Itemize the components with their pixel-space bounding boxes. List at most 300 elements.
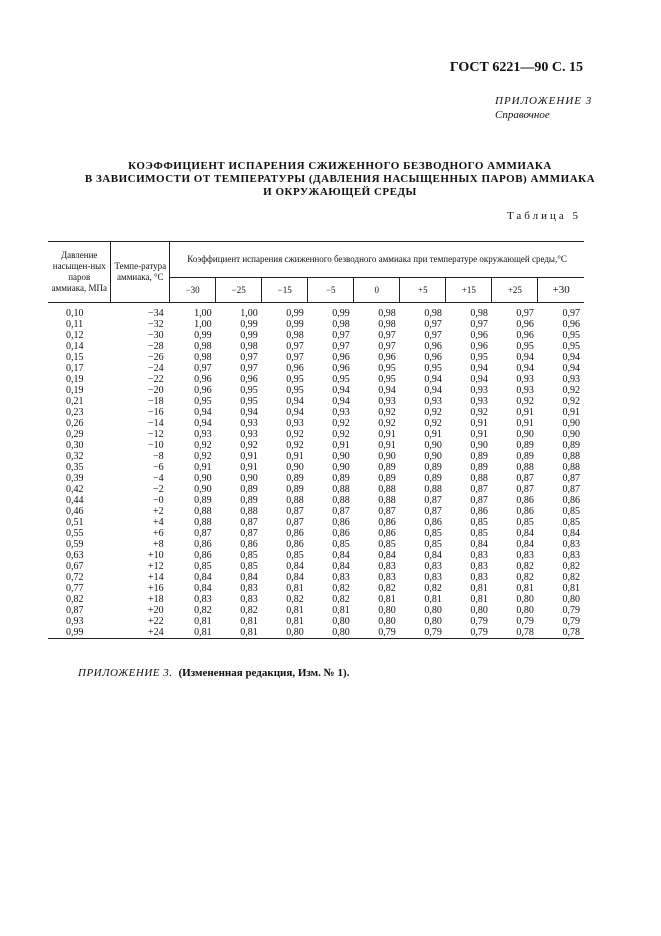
cell-coefficient: 0,91 xyxy=(332,440,350,451)
cell-coefficient: 0,96 xyxy=(240,374,258,385)
cell-coefficient: 0,91 xyxy=(516,418,534,429)
cell-coefficient: 0,96 xyxy=(516,319,534,330)
cell-ammonia-temperature: +14 xyxy=(147,572,164,583)
cell-coefficient: 0,87 xyxy=(516,473,534,484)
cell-coefficient: 0,81 xyxy=(424,594,442,605)
cell-coefficient: 0,87 xyxy=(424,495,442,506)
cell-coefficient: 0,91 xyxy=(378,440,396,451)
cell-coefficient: 0,86 xyxy=(240,539,258,550)
cell-coefficient: 0,92 xyxy=(378,418,396,429)
cell-coefficient: 0,94 xyxy=(332,396,350,407)
cell-coefficient: 0,84 xyxy=(332,561,350,572)
cell-coefficient: 0,90 xyxy=(194,473,212,484)
cell-coefficient: 0,90 xyxy=(424,451,442,462)
cell-coefficient: 0,97 xyxy=(470,319,488,330)
cell-coefficient: 0,82 xyxy=(332,594,350,605)
cell-pressure: 0,42 xyxy=(66,484,84,495)
cell-coefficient: 0,84 xyxy=(240,572,258,583)
cell-coefficient: 0,85 xyxy=(470,517,488,528)
cell-coefficient: 0,91 xyxy=(562,407,580,418)
cell-coefficient: 0,85 xyxy=(286,550,304,561)
cell-coefficient: 0,96 xyxy=(378,352,396,363)
cell-pressure: 0,55 xyxy=(66,528,84,539)
cell-pressure: 0,19 xyxy=(66,385,84,396)
cell-coefficient: 0,81 xyxy=(286,616,304,627)
cell-coefficient: 0,88 xyxy=(378,484,396,495)
cell-coefficient: 0,84 xyxy=(516,528,534,539)
cell-ammonia-temperature: +4 xyxy=(152,517,164,528)
cell-pressure: 0,35 xyxy=(66,462,84,473)
cell-coefficient: 0,91 xyxy=(516,407,534,418)
cell-coefficient: 0,99 xyxy=(240,330,258,341)
cell-coefficient: 0,85 xyxy=(562,506,580,517)
cell-pressure: 0,15 xyxy=(66,352,84,363)
cell-coefficient: 0,83 xyxy=(424,572,442,583)
cell-coefficient: 0,92 xyxy=(562,396,580,407)
cell-coefficient: 0,93 xyxy=(516,385,534,396)
cell-coefficient: 0,94 xyxy=(332,385,350,396)
page-header: ГОСТ 6221—90 С. 15 xyxy=(449,60,583,75)
cell-coefficient: 0,87 xyxy=(470,495,488,506)
table-row xyxy=(48,396,584,407)
cell-coefficient: 0,91 xyxy=(240,462,258,473)
cell-coefficient: 0,84 xyxy=(378,550,396,561)
cell-coefficient: 0,90 xyxy=(332,451,350,462)
cell-coefficient: 0,89 xyxy=(378,462,396,473)
cell-coefficient: 0,83 xyxy=(562,539,580,550)
cell-coefficient: 0,86 xyxy=(470,506,488,517)
cell-pressure: 0,99 xyxy=(66,627,84,638)
cell-pressure: 0,10 xyxy=(66,308,84,319)
cell-ammonia-temperature: −22 xyxy=(147,374,164,385)
cell-coefficient: 0,98 xyxy=(286,330,304,341)
cell-coefficient: 0,92 xyxy=(332,429,350,440)
cell-coefficient: 0,95 xyxy=(562,330,580,341)
cell-coefficient: 0,99 xyxy=(240,319,258,330)
cell-coefficient: 0,91 xyxy=(424,429,442,440)
cell-coefficient: 0,98 xyxy=(194,341,212,352)
cell-coefficient: 0,88 xyxy=(562,451,580,462)
cell-coefficient: 0,96 xyxy=(194,374,212,385)
cell-coefficient: 0,89 xyxy=(240,484,258,495)
header-env-temp: 0 xyxy=(354,278,400,303)
cell-coefficient: 0,91 xyxy=(470,429,488,440)
cell-coefficient: 0,90 xyxy=(562,418,580,429)
cell-coefficient: 0,98 xyxy=(194,352,212,363)
cell-coefficient: 0,82 xyxy=(194,605,212,616)
cell-coefficient: 0,88 xyxy=(332,495,350,506)
cell-coefficient: 0,93 xyxy=(240,429,258,440)
cell-coefficient: 0,89 xyxy=(470,451,488,462)
cell-pressure: 0,87 xyxy=(66,605,84,616)
cell-coefficient: 0,94 xyxy=(194,418,212,429)
cell-coefficient: 0,94 xyxy=(562,352,580,363)
cell-coefficient: 0,82 xyxy=(286,594,304,605)
cell-coefficient: 0,89 xyxy=(378,473,396,484)
cell-coefficient: 0,92 xyxy=(424,418,442,429)
cell-pressure: 0,59 xyxy=(66,539,84,550)
cell-coefficient: 0,83 xyxy=(332,572,350,583)
table-row xyxy=(48,583,584,594)
cell-coefficient: 0,80 xyxy=(424,605,442,616)
cell-coefficient: 0,86 xyxy=(378,528,396,539)
cell-coefficient: 0,94 xyxy=(378,385,396,396)
cell-coefficient: 0,84 xyxy=(286,561,304,572)
header-env-temp: +5 xyxy=(400,278,446,303)
cell-coefficient: 0,87 xyxy=(332,506,350,517)
cell-pressure: 0,26 xyxy=(66,418,84,429)
cell-coefficient: 0,97 xyxy=(332,330,350,341)
cell-coefficient: 0,97 xyxy=(194,363,212,374)
cell-coefficient: 0,83 xyxy=(470,561,488,572)
cell-coefficient: 0,89 xyxy=(240,495,258,506)
appendix-kind: Справочное xyxy=(495,109,550,121)
cell-coefficient: 0,81 xyxy=(286,583,304,594)
cell-coefficient: 0,85 xyxy=(562,517,580,528)
cell-ammonia-temperature: −20 xyxy=(147,385,164,396)
cell-coefficient: 0,86 xyxy=(562,495,580,506)
cell-coefficient: 0,86 xyxy=(332,528,350,539)
cell-coefficient: 0,80 xyxy=(516,605,534,616)
table-row xyxy=(48,605,584,616)
cell-coefficient: 0,81 xyxy=(378,594,396,605)
cell-coefficient: 0,89 xyxy=(562,440,580,451)
cell-coefficient: 0,85 xyxy=(240,561,258,572)
cell-coefficient: 0,82 xyxy=(516,572,534,583)
cell-coefficient: 0,90 xyxy=(286,462,304,473)
cell-coefficient: 0,79 xyxy=(470,627,488,638)
cell-coefficient: 0,81 xyxy=(194,627,212,638)
cell-coefficient: 0,80 xyxy=(470,605,488,616)
header-env-temp: +25 xyxy=(492,278,538,303)
cell-coefficient: 0,81 xyxy=(332,605,350,616)
cell-coefficient: 0,95 xyxy=(240,396,258,407)
cell-coefficient: 0,93 xyxy=(424,396,442,407)
cell-coefficient: 0,94 xyxy=(424,385,442,396)
cell-coefficient: 0,88 xyxy=(332,484,350,495)
cell-coefficient: 0,89 xyxy=(332,473,350,484)
header-coefficient-group: Коэффициент испарения сжиженного безводного аммиака при температуре окружающей среды,°С xyxy=(170,242,584,278)
cell-coefficient: 0,96 xyxy=(562,319,580,330)
cell-coefficient: 0,80 xyxy=(424,616,442,627)
cell-coefficient: 0,89 xyxy=(424,462,442,473)
table-row xyxy=(48,303,584,320)
cell-coefficient: 0,94 xyxy=(424,374,442,385)
cell-coefficient: 0,88 xyxy=(378,495,396,506)
cell-coefficient: 0,88 xyxy=(240,506,258,517)
cell-coefficient: 0,90 xyxy=(424,440,442,451)
cell-coefficient: 0,80 xyxy=(286,627,304,638)
cell-coefficient: 0,79 xyxy=(516,616,534,627)
cell-coefficient: 0,80 xyxy=(516,594,534,605)
cell-pressure: 0,67 xyxy=(66,561,84,572)
table-row xyxy=(48,473,584,484)
cell-coefficient: 0,88 xyxy=(194,506,212,517)
cell-coefficient: 0,82 xyxy=(240,605,258,616)
cell-coefficient: 0,78 xyxy=(562,627,580,638)
cell-pressure: 0,77 xyxy=(66,583,84,594)
cell-coefficient: 0,87 xyxy=(424,506,442,517)
cell-pressure: 0,30 xyxy=(66,440,84,451)
cell-ammonia-temperature: +24 xyxy=(147,627,164,638)
appendix-label: ПРИЛОЖЕНИЕ 3 xyxy=(495,95,593,107)
cell-coefficient: 0,85 xyxy=(332,539,350,550)
cell-coefficient: 0,95 xyxy=(378,374,396,385)
cell-coefficient: 0,98 xyxy=(240,341,258,352)
cell-coefficient: 0,94 xyxy=(516,352,534,363)
table-row xyxy=(48,451,584,462)
footnote-label: ПРИЛОЖЕНИЕ 3. xyxy=(78,667,173,679)
cell-pressure: 0,12 xyxy=(66,330,84,341)
table-row xyxy=(48,363,584,374)
cell-ammonia-temperature: −2 xyxy=(152,484,164,495)
cell-coefficient: 0,87 xyxy=(562,484,580,495)
cell-ammonia-temperature: −26 xyxy=(147,352,164,363)
cell-coefficient: 0,94 xyxy=(470,363,488,374)
cell-coefficient: 0,88 xyxy=(470,473,488,484)
cell-coefficient: 0,99 xyxy=(286,308,304,319)
cell-coefficient: 0,98 xyxy=(378,308,396,319)
cell-coefficient: 0,84 xyxy=(194,572,212,583)
title-line-3: И ОКРУЖАЮЩЕЙ СРЕДЫ xyxy=(263,186,417,198)
cell-coefficient: 0,85 xyxy=(378,539,396,550)
cell-coefficient: 0,94 xyxy=(516,363,534,374)
table-row xyxy=(48,627,584,638)
cell-pressure: 0,63 xyxy=(66,550,84,561)
cell-coefficient: 0,90 xyxy=(194,484,212,495)
cell-coefficient: 0,87 xyxy=(240,528,258,539)
cell-coefficient: 0,85 xyxy=(470,528,488,539)
cell-coefficient: 0,87 xyxy=(516,484,534,495)
header-env-temp: +15 xyxy=(446,278,492,303)
cell-ammonia-temperature: +20 xyxy=(147,605,164,616)
header-env-temp: −15 xyxy=(262,278,308,303)
table-row xyxy=(48,429,584,440)
cell-coefficient: 0,92 xyxy=(332,418,350,429)
cell-coefficient: 0,83 xyxy=(378,561,396,572)
cell-coefficient: 0,99 xyxy=(332,308,350,319)
cell-coefficient: 0,87 xyxy=(286,506,304,517)
table-row xyxy=(48,550,584,561)
cell-pressure: 0,29 xyxy=(66,429,84,440)
header-env-temp: −25 xyxy=(216,278,262,303)
cell-coefficient: 0,92 xyxy=(240,440,258,451)
cell-coefficient: 0,82 xyxy=(378,583,396,594)
cell-coefficient: 0,84 xyxy=(516,539,534,550)
cell-pressure: 0,44 xyxy=(66,495,84,506)
cell-coefficient: 0,81 xyxy=(562,583,580,594)
cell-ammonia-temperature: −4 xyxy=(152,473,164,484)
cell-coefficient: 0,97 xyxy=(424,330,442,341)
cell-coefficient: 0,93 xyxy=(470,385,488,396)
header-pressure: Давление насыщен-ных паров аммиака, МПа xyxy=(48,242,111,303)
cell-coefficient: 0,86 xyxy=(516,506,534,517)
cell-coefficient: 0,83 xyxy=(470,572,488,583)
evaporation-coefficient-table xyxy=(48,241,584,639)
cell-coefficient: 0,93 xyxy=(516,374,534,385)
table-row xyxy=(48,506,584,517)
cell-coefficient: 0,84 xyxy=(470,539,488,550)
cell-pressure: 0,82 xyxy=(66,594,84,605)
table-row xyxy=(48,539,584,550)
cell-coefficient: 0,89 xyxy=(470,462,488,473)
cell-coefficient: 0,93 xyxy=(332,407,350,418)
cell-coefficient: 0,80 xyxy=(378,605,396,616)
cell-coefficient: 0,79 xyxy=(562,616,580,627)
cell-coefficient: 0,85 xyxy=(516,517,534,528)
cell-coefficient: 0,87 xyxy=(378,506,396,517)
cell-coefficient: 0,78 xyxy=(516,627,534,638)
cell-pressure: 0,21 xyxy=(66,396,84,407)
cell-coefficient: 0,92 xyxy=(286,429,304,440)
cell-coefficient: 0,81 xyxy=(240,627,258,638)
cell-coefficient: 0,92 xyxy=(562,385,580,396)
cell-ammonia-temperature: +6 xyxy=(152,528,164,539)
cell-ammonia-temperature: +18 xyxy=(147,594,164,605)
cell-coefficient: 0,89 xyxy=(516,451,534,462)
cell-coefficient: 0,96 xyxy=(332,352,350,363)
header-env-temp: +30 xyxy=(538,278,584,303)
cell-pressure: 0,32 xyxy=(66,451,84,462)
cell-ammonia-temperature: +8 xyxy=(152,539,164,550)
cell-coefficient: 0,86 xyxy=(194,550,212,561)
cell-coefficient: 0,91 xyxy=(194,462,212,473)
cell-pressure: 0,19 xyxy=(66,374,84,385)
cell-coefficient: 0,97 xyxy=(516,308,534,319)
cell-coefficient: 0,96 xyxy=(516,330,534,341)
cell-coefficient: 0,91 xyxy=(240,451,258,462)
cell-coefficient: 0,89 xyxy=(286,484,304,495)
cell-coefficient: 0,87 xyxy=(562,473,580,484)
cell-coefficient: 0,99 xyxy=(194,330,212,341)
cell-coefficient: 0,81 xyxy=(470,583,488,594)
cell-ammonia-temperature: +22 xyxy=(147,616,164,627)
cell-coefficient: 0,95 xyxy=(424,363,442,374)
cell-coefficient: 0,84 xyxy=(562,528,580,539)
cell-coefficient: 0,92 xyxy=(286,440,304,451)
cell-coefficient: 0,81 xyxy=(240,616,258,627)
cell-coefficient: 0,80 xyxy=(562,594,580,605)
table-row xyxy=(48,330,584,341)
cell-coefficient: 0,85 xyxy=(194,561,212,572)
cell-coefficient: 0,80 xyxy=(332,616,350,627)
cell-coefficient: 0,84 xyxy=(286,572,304,583)
cell-coefficient: 0,86 xyxy=(378,517,396,528)
cell-coefficient: 0,81 xyxy=(194,616,212,627)
cell-coefficient: 0,88 xyxy=(424,484,442,495)
cell-coefficient: 0,93 xyxy=(470,396,488,407)
cell-coefficient: 0,97 xyxy=(562,308,580,319)
cell-coefficient: 0,81 xyxy=(470,594,488,605)
cell-ammonia-temperature: +16 xyxy=(147,583,164,594)
table-row xyxy=(48,561,584,572)
cell-coefficient: 0,80 xyxy=(378,616,396,627)
cell-coefficient: 0,92 xyxy=(516,396,534,407)
cell-coefficient: 0,94 xyxy=(470,374,488,385)
cell-coefficient: 0,94 xyxy=(286,407,304,418)
cell-coefficient: 0,95 xyxy=(562,341,580,352)
cell-ammonia-temperature: −14 xyxy=(147,418,164,429)
cell-coefficient: 0,96 xyxy=(332,363,350,374)
cell-coefficient: 0,79 xyxy=(562,605,580,616)
cell-coefficient: 0,82 xyxy=(424,583,442,594)
cell-coefficient: 0,93 xyxy=(286,418,304,429)
table-row xyxy=(48,341,584,352)
cell-pressure: 0,72 xyxy=(66,572,84,583)
cell-coefficient: 0,83 xyxy=(194,594,212,605)
table-row xyxy=(48,517,584,528)
cell-pressure: 0,39 xyxy=(66,473,84,484)
cell-ammonia-temperature: −28 xyxy=(147,341,164,352)
table-row xyxy=(48,594,584,605)
cell-coefficient: 0,85 xyxy=(424,528,442,539)
cell-coefficient: 0,79 xyxy=(470,616,488,627)
cell-ammonia-temperature: +12 xyxy=(147,561,164,572)
cell-coefficient: 0,95 xyxy=(240,385,258,396)
cell-coefficient: 0,90 xyxy=(562,429,580,440)
cell-coefficient: 1,00 xyxy=(240,308,258,319)
cell-coefficient: 0,95 xyxy=(516,341,534,352)
cell-coefficient: 0,88 xyxy=(194,517,212,528)
cell-coefficient: 0,98 xyxy=(470,308,488,319)
cell-coefficient: 1,00 xyxy=(194,308,212,319)
cell-coefficient: 0,94 xyxy=(562,363,580,374)
cell-coefficient: 0,83 xyxy=(240,583,258,594)
cell-coefficient: 0,94 xyxy=(286,396,304,407)
cell-coefficient: 0,79 xyxy=(378,627,396,638)
table-row xyxy=(48,374,584,385)
cell-coefficient: 0,96 xyxy=(286,363,304,374)
cell-coefficient: 0,97 xyxy=(240,363,258,374)
cell-coefficient: 0,97 xyxy=(286,341,304,352)
cell-coefficient: 0,83 xyxy=(424,561,442,572)
cell-coefficient: 0,94 xyxy=(240,407,258,418)
cell-coefficient: 0,86 xyxy=(194,539,212,550)
cell-coefficient: 0,83 xyxy=(516,550,534,561)
cell-coefficient: 0,79 xyxy=(424,627,442,638)
cell-ammonia-temperature: +10 xyxy=(147,550,164,561)
cell-coefficient: 0,96 xyxy=(470,330,488,341)
cell-coefficient: 0,93 xyxy=(378,396,396,407)
cell-ammonia-temperature: −16 xyxy=(147,407,164,418)
cell-coefficient: 0,92 xyxy=(378,407,396,418)
cell-coefficient: 0,87 xyxy=(240,517,258,528)
table-row xyxy=(48,484,584,495)
cell-coefficient: 0,95 xyxy=(286,374,304,385)
table-row xyxy=(48,407,584,418)
cell-coefficient: 0,83 xyxy=(240,594,258,605)
cell-coefficient: 0,86 xyxy=(286,539,304,550)
cell-coefficient: 0,97 xyxy=(378,330,396,341)
cell-coefficient: 0,90 xyxy=(240,473,258,484)
cell-coefficient: 0,86 xyxy=(516,495,534,506)
table-row xyxy=(48,572,584,583)
cell-coefficient: 0,82 xyxy=(332,583,350,594)
cell-coefficient: 0,98 xyxy=(424,308,442,319)
cell-coefficient: 0,94 xyxy=(194,407,212,418)
footnote xyxy=(78,667,349,679)
cell-coefficient: 0,89 xyxy=(194,495,212,506)
cell-ammonia-temperature: −32 xyxy=(147,319,164,330)
cell-coefficient: 0,91 xyxy=(286,451,304,462)
cell-coefficient: 0,89 xyxy=(516,440,534,451)
cell-coefficient: 0,95 xyxy=(378,363,396,374)
table-row xyxy=(48,385,584,396)
cell-ammonia-temperature: −12 xyxy=(147,429,164,440)
cell-pressure: 0,93 xyxy=(66,616,84,627)
cell-ammonia-temperature: −10 xyxy=(147,440,164,451)
cell-coefficient: 0,98 xyxy=(378,319,396,330)
